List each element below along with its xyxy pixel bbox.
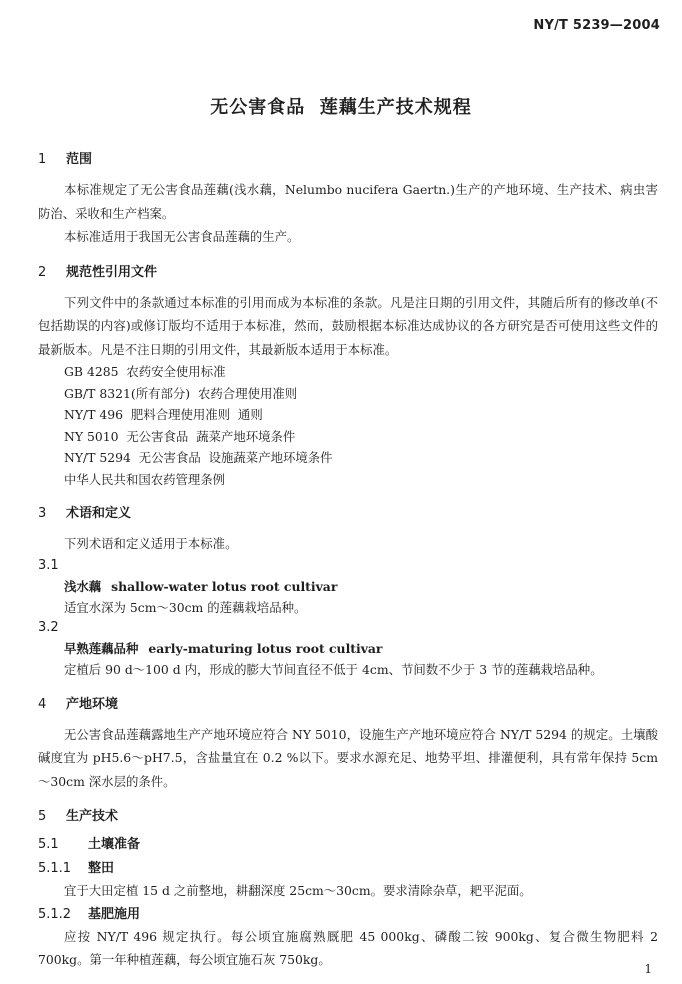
- term-definition: 适宜水深为 5cm～30cm 的莲藕栽培品种。: [64, 599, 307, 615]
- reference-item: NY/T 5294 无公害食品 设施蔬菜产地环境条件: [64, 450, 333, 465]
- term-entry: [38, 638, 658, 659]
- section-heading-5: [38, 807, 658, 827]
- term-english: shallow-water lotus root cultivar: [111, 578, 338, 594]
- reference-item: 中华人民共和国农药管理条例: [64, 471, 226, 487]
- section-heading-3: [38, 504, 658, 524]
- term-definition: 定植后 90 d～100 d 内，形成的膨大节间直径不低于 4cm、节间数不少于 3 节的莲藕栽培品种。: [64, 662, 603, 677]
- subsection-heading-5-1: 5.1 土壤准备: [38, 837, 141, 852]
- section-heading-4: [38, 695, 658, 715]
- section-title: 术语和定义: [66, 506, 132, 521]
- paragraph: 无公害食品莲藕露地生产产地环境应符合 NY 5010，设施生产产地环境应符合 NY/T 5294 的规定。土壤酸碱度宜为 pH5.6～pH7.5，含盐量宜在 0.2 %以下。要求水源充足、地势平坦、排灌便利，具有常年保持 5cm～30cm 深水层的条件。: [38, 726, 658, 789]
- term-number: 3.2: [38, 620, 59, 635]
- paragraph: 应按 NY/T 496 规定执行。每公顷宜施腐熟厩肥 45 000kg、磷酸二铵 900kg、复合微生物肥料 2 700kg。第一年种植莲藕，每公顷宜施石灰 750kg。: [38, 928, 658, 967]
- section-number: 4: [38, 696, 47, 712]
- section-title: 生产技术: [66, 809, 119, 824]
- term-english: early-maturing lotus root cultivar: [148, 641, 383, 656]
- subsection-heading-5-1-2: 5.1.2 基肥施用: [38, 906, 141, 922]
- section-number: 2: [38, 264, 47, 280]
- section-heading-1: [38, 150, 658, 170]
- paragraph: 下列文件中的条款通过本标准的引用而成为本标准的条款。凡是注日期的引用文件，其随后所有的修改单(不包括勘误的内容)或修订版均不适用于本标准，然而，鼓励根据本标准达成协议的各方研究是否可使用这些文件的最新版本。凡是不注日期的引用文件，其最新版本适用于本标准。: [38, 294, 658, 357]
- section-title: 规范性引用文件: [66, 264, 158, 280]
- reference-item: GB 4285 农药安全使用标准: [64, 364, 226, 379]
- paragraph: 下列术语和定义适用于本标准。: [64, 536, 238, 551]
- section-title: 范围: [66, 152, 93, 167]
- section-title: 产地环境: [66, 696, 119, 712]
- section-heading-2: [38, 263, 658, 283]
- page-number: 1: [644, 962, 652, 976]
- section-number: 3: [38, 506, 47, 521]
- standard-number: NY/T 5239—2004: [533, 18, 660, 33]
- term-chinese: 早熟莲藕品种: [64, 641, 139, 656]
- term-entry: [38, 576, 658, 597]
- subsection-heading-5-1-1: 5.1.1 整田: [38, 861, 115, 876]
- term-number: 3.1: [38, 557, 59, 573]
- reference-item: NY/T 496 肥料合理使用准则 通则: [64, 407, 263, 422]
- paragraph: 本标准适用于我国无公害食品莲藕的生产。: [64, 229, 300, 244]
- reference-item: GB/T 8321(所有部分) 农药合理使用准则: [64, 385, 298, 401]
- section-number: 5: [38, 809, 47, 824]
- document-title: 无公害食品 莲藕生产技术规程: [210, 97, 472, 118]
- paragraph: 本标准规定了无公害食品莲藕(浅水藕，Nelumbo nucifera Gaertn.)生产的产地环境、生产技术、病虫害防治、采收和生产档案。: [38, 182, 658, 221]
- section-number: 1: [38, 152, 47, 167]
- document-body: [38, 150, 658, 972]
- reference-item: NY 5010 无公害食品 蔬菜产地环境条件: [64, 428, 296, 444]
- paragraph: 宜于大田定植 15 d 之前整地，耕翻深度 25cm～30cm。要求清除杂草，耙平泥面。: [64, 883, 532, 898]
- term-chinese: 浅水藕: [64, 578, 102, 594]
